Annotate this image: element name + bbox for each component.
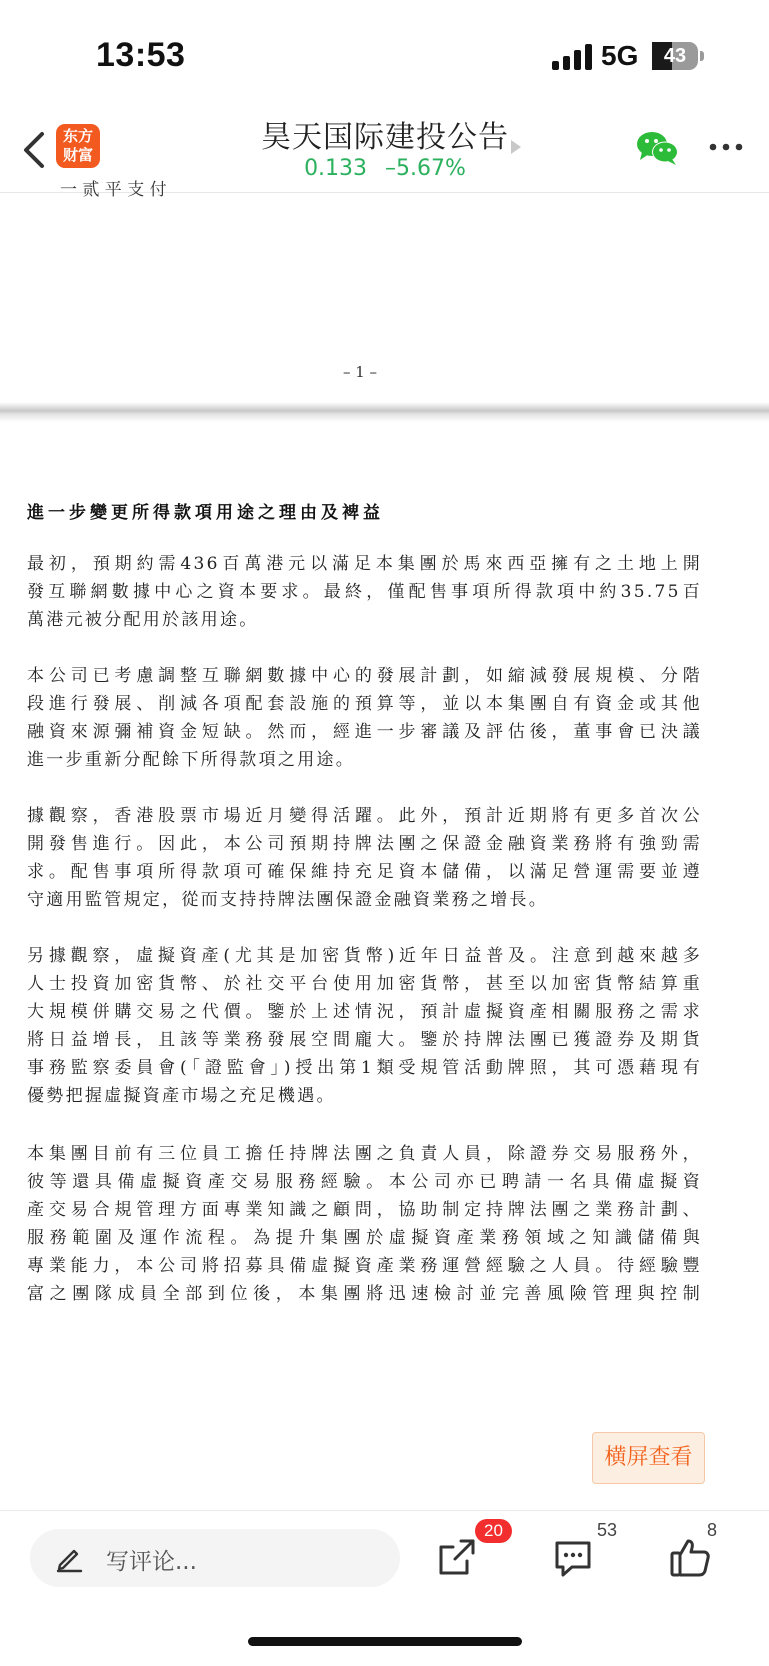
stock-price: 0.133 <box>304 156 368 181</box>
paragraph-line: 優勢把握虛擬資產市場之充足機遇。 <box>27 1086 336 1106</box>
stock-change: –5.67% <box>385 156 466 181</box>
back-icon[interactable] <box>14 126 54 174</box>
logo-line-1: 东方 <box>62 127 93 145</box>
paragraph-line: 開發售進行。因此，本公司預期持牌法團之保證金融資業務將有強勁需 <box>27 834 702 854</box>
title-arrow-icon[interactable] <box>511 140 521 154</box>
paragraph-line: 富之團隊成員全部到位後，本集團將迅速檢討並完善風險管理與控制 <box>27 1284 702 1304</box>
paragraph-line: 進一步重新分配餘下所得款項之用途。 <box>27 750 356 770</box>
thumbs-up-icon[interactable] <box>668 1535 712 1579</box>
network-label: 5G <box>601 40 639 71</box>
page-separator <box>0 402 769 422</box>
signal-icon <box>552 44 592 70</box>
battery-level: 43 <box>663 45 687 67</box>
section-heading: 進一步變更所得款項用途之理由及裨益 <box>27 503 384 523</box>
paragraph-line: 最初，預期約需436百萬港元以滿足本集團於馬來西亞擁有之土地上開 <box>27 554 702 574</box>
paragraph-line: 本集團目前有三位員工擔任持牌法團之負責人員，除證券交易服務外， <box>27 1144 702 1164</box>
paragraph-line: 彼等還具備虛擬資產交易服務經驗。本公司亦已聘請一名具備虛擬資 <box>27 1172 702 1192</box>
more-icon[interactable] <box>708 132 744 162</box>
paragraph-line: 本公司已考慮調整互聯網數據中心的發展計劃，如縮減發展規模、分階 <box>27 666 702 686</box>
battery-icon <box>652 42 698 70</box>
paragraph-1 <box>27 550 702 634</box>
share-icon[interactable] <box>435 1535 479 1579</box>
paragraph-line: 大規模併購交易之代價。鑒於上述情況，預計虛擬資產相關服務之需求 <box>27 1002 702 1022</box>
paragraph-line: 段進行發展、削減各項配套設施的預算等，並以本集團自有資金或其他 <box>27 694 702 714</box>
like-count: 8 <box>707 1520 718 1540</box>
logo-line-2: 财富 <box>62 146 93 164</box>
pencil-icon <box>54 1543 84 1573</box>
paragraph-2 <box>27 662 702 774</box>
paragraph-line: 據觀察，香港股票市場近月變得活躍。此外，預計近期將有更多首次公 <box>27 806 702 826</box>
battery-tip <box>700 51 704 61</box>
home-indicator[interactable] <box>248 1637 522 1646</box>
paragraph-line: 求。配售事項所得款項可確保維持充足資本儲備，以滿足營運需要並遵 <box>27 862 702 882</box>
comment-count: 53 <box>597 1520 618 1540</box>
app-logo[interactable] <box>56 124 100 168</box>
share-count-badge: 20 <box>475 1519 512 1543</box>
comment-placeholder: 写评论... <box>106 1549 197 1575</box>
paragraph-4 <box>27 942 702 1110</box>
paragraph-line: 發互聯網數據中心之資本要求。最終，僅配售事項所得款項中約35.75百 <box>27 582 702 602</box>
comment-input[interactable] <box>30 1529 400 1587</box>
stock-quote[interactable] <box>200 156 570 181</box>
paragraph-line: 專業能力，本公司將招募具備虛擬資產業務運營經驗之人員。待經驗豐 <box>27 1256 702 1276</box>
paragraph-line: 人士投資加密貨幣、於社交平台使用加密貨幣，甚至以加密貨幣結算重 <box>27 974 702 994</box>
paragraph-line: 產交易合規管理方面專業知識之顧問，協助制定持牌法團之業務計劃、 <box>27 1200 702 1220</box>
paragraph-line: 事務監察委員會(「證監會」)授出第1類受規管活動牌照，其可憑藉現有 <box>27 1058 702 1078</box>
status-time: 13:53 <box>96 36 186 74</box>
paragraph-line: 守適用監管規定，從而支持持牌法團保證金融資業務之增長。 <box>27 890 549 910</box>
landscape-view-button[interactable]: 横屏查看 <box>592 1432 705 1484</box>
paragraph-line: 服務範圍及運作流程。為提升集團於虛擬資產業務領域之知識儲備與 <box>27 1228 702 1248</box>
cut-off-text: 一 贰 平 支 付 <box>60 180 167 200</box>
paragraph-line: 另據觀察，虛擬資產(尤其是加密貨幣)近年日益普及。注意到越來越多 <box>27 946 702 966</box>
comments-icon[interactable] <box>552 1537 594 1579</box>
paragraph-line: 融資來源彌補資金短缺。然而，經進一步審議及評估後，董事會已決議 <box>27 722 702 742</box>
wechat-icon[interactable] <box>636 130 680 166</box>
paragraph-line: 萬港元被分配用於該用途。 <box>27 610 259 630</box>
page-title[interactable]: 昊天国际建投公告 <box>261 120 509 155</box>
status-bar <box>0 0 769 110</box>
paragraph-line: 將日益增長，且該等業務發展空間龐大。鑒於持牌法團已獲證券及期貨 <box>27 1030 702 1050</box>
page-number: – 1 – <box>342 363 378 381</box>
paragraph-5 <box>27 1140 702 1308</box>
paragraph-3 <box>27 802 702 914</box>
